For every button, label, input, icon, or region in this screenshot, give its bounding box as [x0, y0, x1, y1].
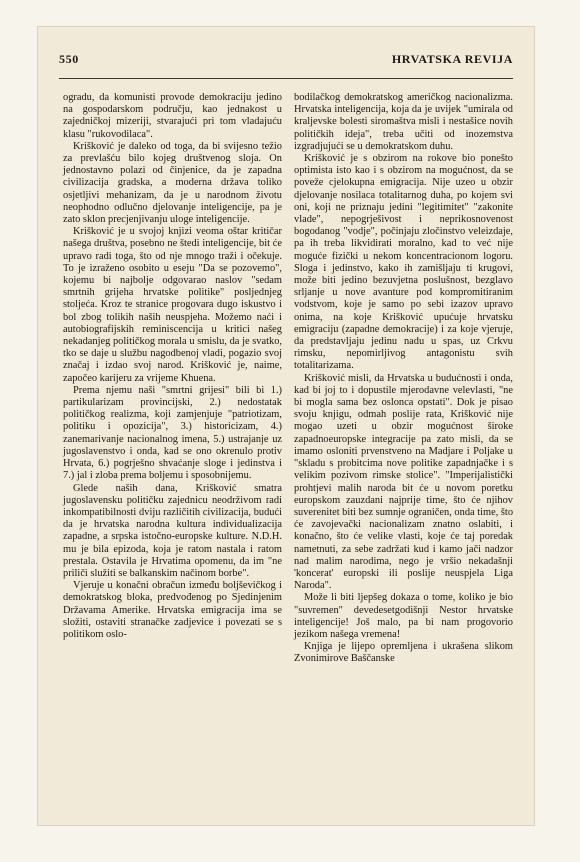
- paragraph: Krišković je u svojoj knjizi veoma oštar kritičar našega društva, posebno ne štedi inteligencije, bit će upravo radi toga, što od nje mnogo traži i očekuje. To je izraženo osobito u eseju "Da se pozovemo", kojemu bi najbolje odgovarao naslov "sedam smrtnih grijeha hrvatske politike" posljednjeg stoljeća. Kroz te stranice progovara dugo iskustvo i bol zbog tolikih naših neuspjeha. Možemo naći i autobiografijskih reminiscencija u kritici našeg nekadanjeg političkog morala u smislu, da je svatko, tko se daje u službu nagodbenoj vladi, pogazio svoj značaj i izdao svoj narod. Krišković je, naime, započeo karijeru za vrijeme Khuena.: [63, 226, 282, 384]
- page-sheet: [37, 26, 535, 826]
- page-number: 550: [59, 52, 79, 66]
- paragraph: Krišković je s obzirom na rokove bio ponešto optimista isto kao i s obzirom na mogućnost, da se poveže cjelokupna emigracija. Nije uzeo u obzir djelovanje nosilaca totalitarnog duha, po kojem svi oni, koji ne priznaju jedini "legitimitet" "zakonite vlade", nepogrješivost i neprikosnovenost bogodanog "vodje", počinjaju zločinstvo veleizdaje, pa ih treba likvidirati moralno, kad to već nije moguće fizički u nekom koncentracionom logoru. Sloga i jedinstvo, kako ih zamišljaju ti krugovi, može biti jedino bezuvjetna poslušnost, bezglavo srljanje u nove avanture pod kompromitiranim vodstvom, koje je samo po sebi izazov upravo onima, na koje Krišković upućuje hrvatsku emigraciju (zapadne demokracije) i za koje vjeruje, da predstavljaju jedinu nadu u spas, uz Crkvu rimsku, nepomirljivog antagonistu svih totalitarizama.: [294, 153, 513, 372]
- paragraph: ogradu, da komunisti provode demokraciju jedino na gospodarskom području, kao jednakost u zajedničkoj mizeriji, stvarajući pri tom vladajuću klasu "rukovodilaca".: [63, 92, 282, 140]
- paragraph: Krišković je daleko od toga, da bi svijesno težio za prevlašću bilo kojeg društvenog sloja. On jednostavno polazi od činjenice, da je zapadna civilizacija gradska, a moderna država toliko osjetljivi mehanizam, da je u narodnom životu neophodno odlučno djelovanje inteligencije, pa je zato sklon precjenjivanju uloge inteligencije.: [63, 140, 282, 226]
- left-column: [63, 92, 282, 814]
- header-rule: [59, 78, 513, 79]
- paragraph: Glede naših dana, Krišković smatra jugoslavensku političku zajednicu neodrživom radi inkompatibilnosti dviju različitih civilizacija, budući da je hrvatska narodna kultura individualizacija zapadne, a srpska istočno-europske kulture. N.D.H. mu je bila epizoda, koja je ratom nastala i ratom prestala. Ostavila je Hrvatima opomenu, da im "ne priliči služiti se balkanskim načinom borbe".: [63, 482, 282, 579]
- text-columns: [63, 92, 513, 814]
- running-title: HRVATSKA REVIJA: [391, 52, 513, 66]
- paragraph: Krišković misli, da Hrvatska u budućnosti i onda, kad bi joj to i dopustile mjerodavne velevlasti, "ne bi mogla sama bez oslonca opstati". Dok je pisao svoju knjigu, odmah poslije rata, Krišković nije mogao uzeti u obzir mogućnost široke zapadnoeuropske integracije pa zato misli, da se imamo osloniti prvenstveno na Madjare i Poljake u "skladu s probitcima nove politike zapadnjačke i s velikim pozivom rimske stolice". "Imperijalistički prohtjevi malih naroda bit će u novom poretku europskom zauzdani najprije time, što će njihov suverenitet biti bez sumnje ograničen, onda time, što će zavojevački nacionalizam znatno oslabiti, i konačno, što će velike vlasti, koje će taj poredak nametnuti, za sebe zadržati kud i kamo jači nadzor nad malim narodima, nego je vršio nekadašnji 'koncerat' europski ili poslije neuspjela Liga Naroda".: [294, 372, 514, 592]
- paragraph: Može li biti ljepšeg dokaza o tome, koliko je bio "suvremen" devedesetgodišnji Nestor hrvatske inteligencije! Još malo, pa bi nam progovorio jezikom našega vremena!: [294, 592, 513, 640]
- paragraph: Prema njemu naši "smrtni grijesi" bili bi 1.) partikularizam provincijski, 2.) nedostatak političkog realizma, koji zamjenjuje "patriotizam, politiku i opozicija", 3.) historicizam, 4.) zanemarivanje nacionalnog imena, 5.) ustrajanje uz jugoslavenstvo i onda, kad se ono okrenulo protiv Hrvata, 6.) pogrješno shvaćanje sloge i jedinstva i 7.) jal i zloba prema boljemu i sposobnijemu.: [63, 384, 282, 482]
- paragraph: Vjeruje u konačni obračun između boljševičkog i demokratskog bloka, predvođenog po Sjedinjenim Državama Amerike. Hrvatska emigracija ima se složiti, ostaviti stranačke zadjevice i povezati se s politikom oslo-: [63, 580, 282, 640]
- right-column: [294, 92, 513, 814]
- page-header: [59, 52, 513, 70]
- paragraph: bodilačkog demokratskog američkog nacionalizma. Hrvatska inteligencija, koja da je uvijek "umirala od kraljevske bolesti siromaštva misli i nestašice novih političkih ideja", treba učiti od inozemstva izgradjujući se u demokratskom duhu.: [294, 92, 513, 152]
- paragraph: Knjiga je lijepo opremljena i ukrašena slikom Zvonimirove Baščanske: [294, 641, 513, 665]
